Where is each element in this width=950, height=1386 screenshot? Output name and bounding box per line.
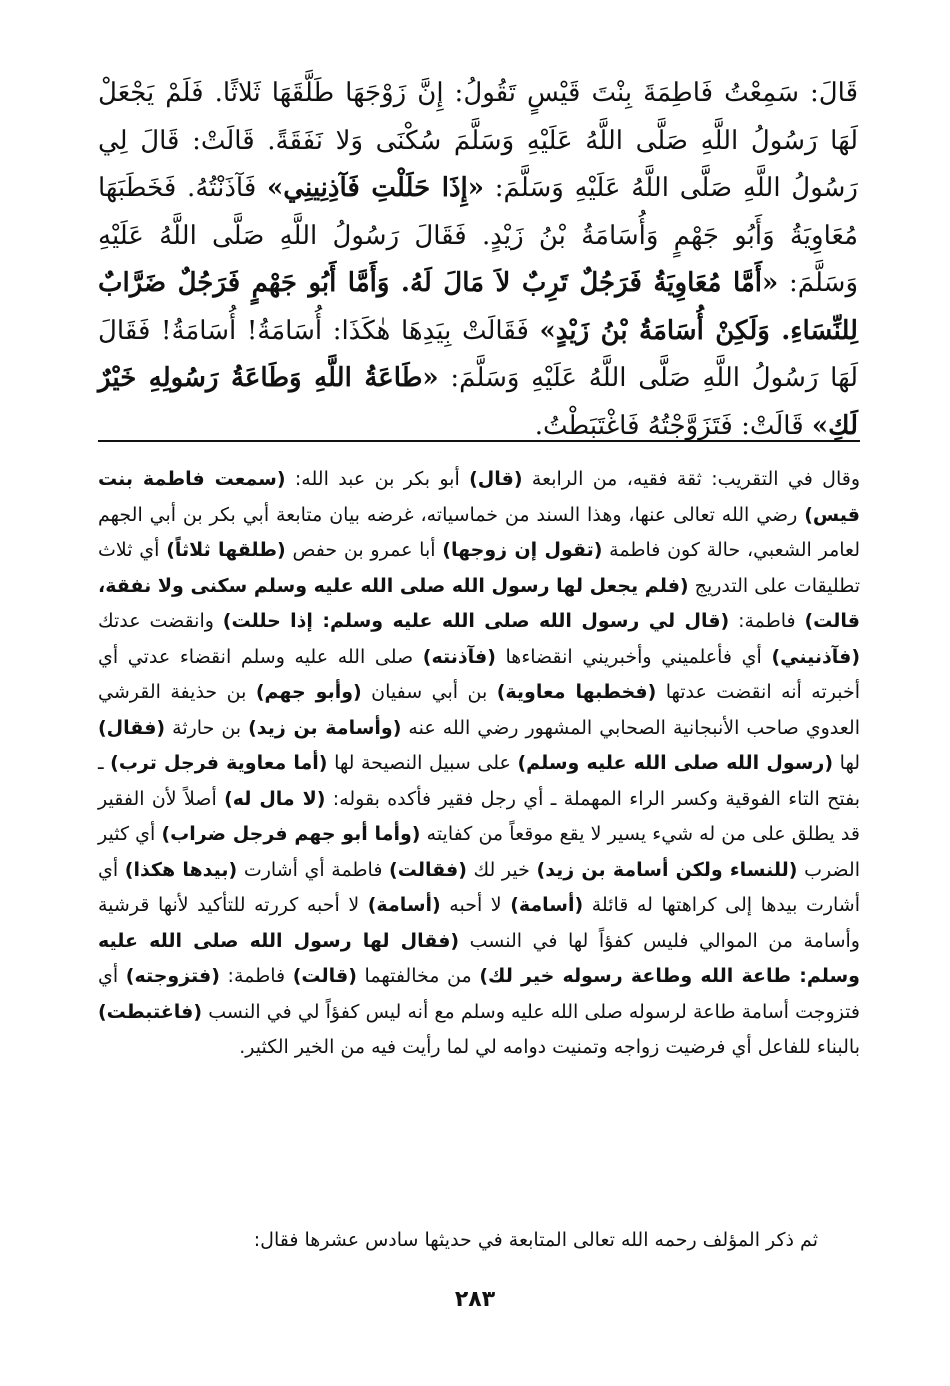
commentary-segment: صلى الله عليه وسلم انقضاء عدتي أي أخبرته أنه انقضت عدتها	[98, 645, 860, 703]
hadith-segment: قَالَتْ: فَتَزَوَّجْتُهُ فَاغْتَبَطْتُ.	[534, 410, 812, 441]
commentary-quote: (وأسامة بن زيد)	[248, 716, 402, 739]
commentary-quote: (فاغتبطت)	[98, 1000, 203, 1023]
commentary-segment: على سبيل النصيحة لها	[327, 752, 518, 774]
commentary-quote: (فآذنته)	[422, 645, 496, 668]
commentary-segment: ـ بفتح التاء الفوقية وكسر الراء المهملة ـ أي رجل فقير فأكده بقوله:	[98, 752, 860, 810]
commentary-quote: (فتزوجته)	[125, 965, 220, 987]
commentary-quote: (بيدها هكذا)	[124, 858, 238, 881]
commentary-quote: (قال لي رسول الله صلى الله عليه وسلم: إذا حللت)	[222, 610, 730, 632]
commentary-quote: (للنساء ولكن أسامة بن زيد)	[536, 858, 798, 881]
hadith-quote: «أَمَّا مُعَاوِيَةُ فَرَجُلٌ تَرِبٌ لاَ مَالَ لَهُ. وَأَمَّا أَبُو جَهْمٍ فَرَجُلٌ ضَرَّابٌ لِلنِّسَاءِ. وَلَكِنْ أُسَامَةُ بْنُ زَيْدٍ»	[98, 268, 858, 346]
commentary-quote: (أسامة)	[510, 894, 584, 916]
commentary-segment: فاطمة:	[729, 610, 805, 632]
commentary-segment: لا أحبه كررته للتأكيد لأنها قرشية وأسامة من الموالي فليس كفؤاً لها في النسب	[98, 894, 860, 952]
commentary-quote: (قالت)	[292, 965, 357, 987]
commentary-quote: (طلقها ثلاثاً)	[166, 539, 286, 561]
commentary-quote: (فقال لها رسول الله صلى الله عليه وسلم: طاعة الله وطاعة رسوله خير لك)	[98, 929, 860, 987]
commentary-segment: وقال في التقريب: ثقة فقيه، من الرابعة	[522, 468, 860, 490]
commentary-quote: (وأبو جهم)	[255, 681, 362, 703]
commentary-segment: خير لك	[466, 858, 537, 881]
commentary-segment: بالبناء للفاعل أي فرضيت زواجه وتمنيت دوامه لي لما رأيت فيه من الخير الكثير.	[239, 1036, 860, 1058]
page-number: ٢٨٣	[454, 1287, 496, 1312]
commentary-quote: (تقول إن زوجها)	[442, 539, 603, 561]
commentary-quote: (فلم يجعل لها رسول الله صلى الله عليه وسلم سكنى ولا نفقة، قالت)	[98, 574, 860, 632]
commentary-quote: (لا مال له)	[224, 787, 326, 810]
commentary-quote: (أما معاوية فرجل ترب)	[110, 752, 328, 774]
hadith-quote: «إِذَا حَلَلْتِ فَآذِنِينِي»	[267, 173, 485, 203]
commentary-segment: أي ثلاث تطليقات على التدريج	[98, 539, 860, 597]
hadith-quote: «طَاعَةُ اللَّهِ وَطَاعَةُ رَسُولِهِ خَيْرٌ لَكِ»	[98, 363, 858, 441]
commentary-segment: بن حذيفة القرشي العدوي صاحب الأنبجانية الصحابي المشهور رضي الله عنه	[98, 681, 860, 739]
commentary-segment: أصلاً لأن الفقير قد يطلق على من له شيء يسير لا يقع موقعاً من كفايته	[98, 787, 860, 845]
commentary-quote: (قال)	[469, 468, 523, 490]
commentary-segment: فاطمة أي أشارت	[237, 858, 390, 881]
commentary-segment: أي فتزوجت أسامة طاعة لرسوله صلى الله عليه وسلم مع أنه ليس كفؤاً لي في النسب	[98, 965, 860, 1023]
commentary-segment: لا أحبه	[440, 894, 511, 916]
commentary-quote: (فقالت)	[389, 858, 467, 881]
commentary-quote: (فخطبها معاوية)	[496, 681, 657, 703]
commentary-quote: (سمعت فاطمة بنت قيس)	[98, 468, 860, 526]
hadith-text	[98, 70, 858, 450]
commentary-segment: بن حارثة	[165, 716, 249, 739]
footnote-divider	[98, 440, 860, 442]
closing-line: ثم ذكر المؤلف رحمه الله تعالى المتابعة في حديثها سادس عشرها فقال:	[253, 1229, 818, 1251]
hadith-segment: فَآذَنْتُهُ. فَخَطَبَهَا مُعَاوِيَةُ وَأَبُو جَهْمٍ وَأُسَامَةُ بْنُ زَيْدٍ. فَقَالَ رَسُولُ اللَّهِ صَلَّى اللَّهُ عَلَيْهِ وَسَلَّمَ:	[98, 173, 858, 298]
commentary-segment: أبا عمرو بن حفص	[285, 539, 443, 561]
commentary-segment: من مخالفتهما	[356, 965, 480, 987]
commentary-segment: أي كثير الضرب	[98, 823, 860, 881]
commentary-segment: فاطمة:	[219, 965, 293, 987]
commentary-segment: أبو بكر بن عبد الله:	[285, 468, 470, 490]
commentary-quote: (وأما أبو جهم فرجل ضراب)	[161, 823, 421, 845]
commentary-segment: لها	[833, 752, 860, 774]
commentary-quote: (أسامة)	[367, 894, 441, 916]
commentary-quote: (فقال)	[98, 716, 166, 739]
hadith-segment: فَقَالَتْ بِيَدِهَا هٰكَذَا: أُسَامَةُ! أُسَامَةُ! فَقَالَ لَهَا رَسُولُ اللَّهِ صَلَّى اللَّهُ عَلَيْهِ وَسَلَّمَ:	[98, 315, 858, 393]
commentary-segment: وانقضت عدتك	[98, 610, 223, 632]
commentary-quote: (رسول الله صلى الله عليه وسلم)	[517, 752, 834, 774]
commentary-text	[98, 462, 860, 1066]
commentary-segment: بن أبي سفيان	[361, 681, 497, 703]
commentary-segment: أي فأعلميني وأخبريني انقضاءها	[495, 645, 772, 668]
commentary-segment: أي أشارت بيدها إلى كراهتها له قائلة	[98, 858, 860, 916]
commentary-segment: رضي الله تعالى عنها، وهذا السند من خماسياته، غرضه بيان متابعة أبي بكر بن أبي الجهم لعامر الشعبي، حالة كون فاطمة	[98, 503, 861, 561]
commentary-quote: (فآذنيني)	[771, 645, 860, 668]
hadith-segment: قَالَ: سَمِعْتُ فَاطِمَةَ بِنْتَ قَيْسٍ تَقُولُ: إِنَّ زَوْجَهَا طَلَّقَهَا ثَلاثًا. فَلَمْ يَجْعَلْ لَهَا رَسُولُ اللَّهِ صَلَّى اللَّهُ عَلَيْهِ وَسَلَّمَ سُكْنَى وَلا نَفَقَةً. قَالَتْ: قَالَ لِي رَسُولُ اللَّهِ صَلَّى اللَّهُ عَلَيْهِ وَسَلَّمَ:	[98, 78, 858, 203]
